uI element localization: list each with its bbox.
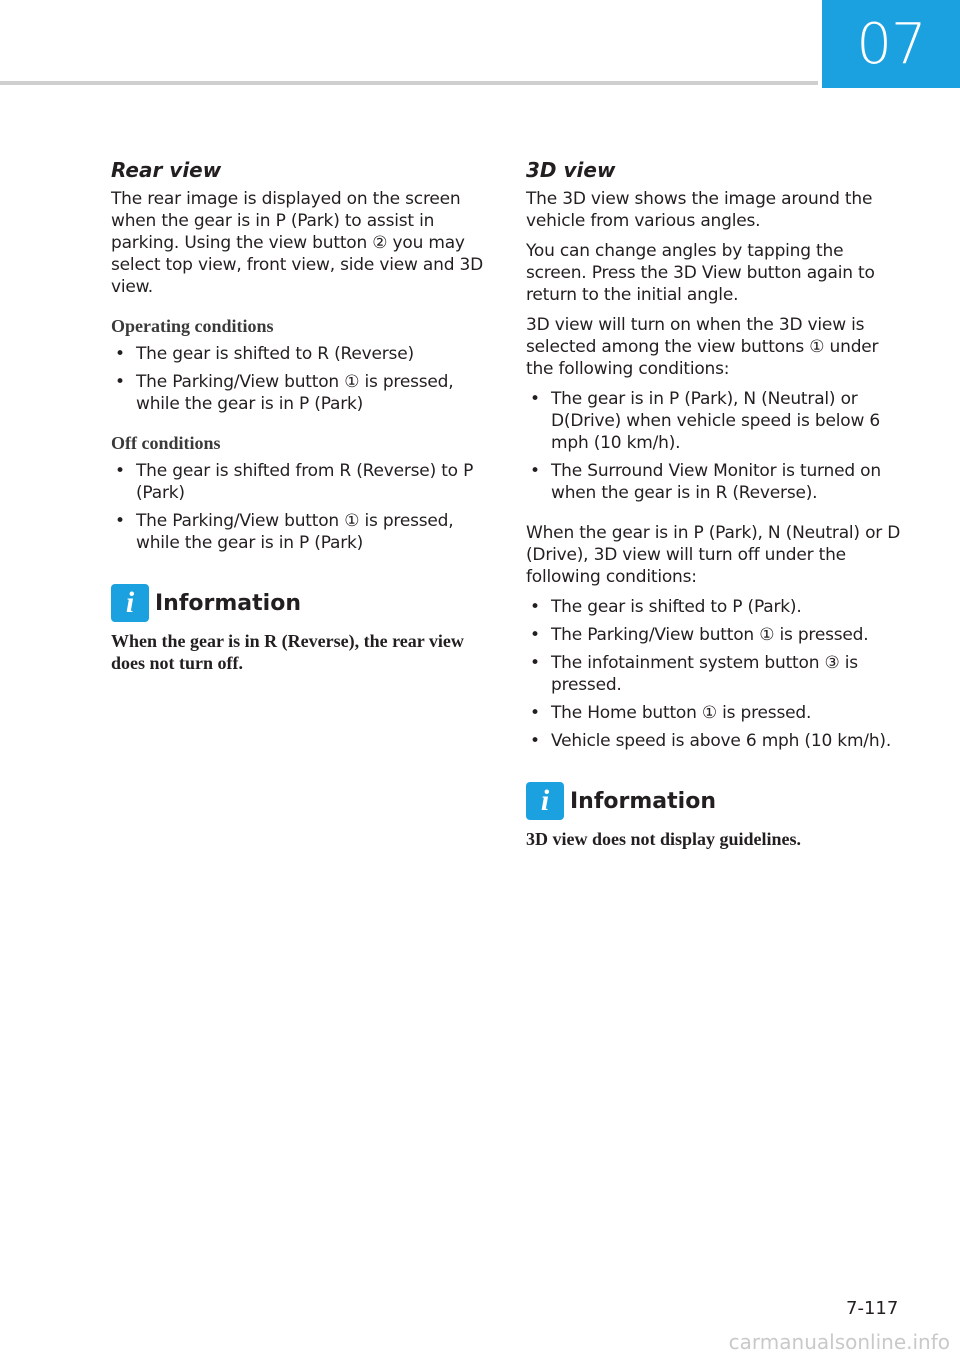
left-column: [111, 158, 491, 674]
page-number: 7-117: [846, 1298, 899, 1319]
list-item: • The gear is in P (Park), N (Neutral) or D(Drive) when vehicle speed is below 6 mph (10 km/h).: [530, 389, 880, 453]
chapter-number: 07: [856, 11, 926, 77]
bullet-icon: •: [530, 461, 540, 481]
section-title-3d-view: 3D view: [526, 158, 616, 182]
off-conditions-list: [111, 460, 491, 554]
list-item: • The Parking/View button ① is pressed, while the gear is in P (Park): [115, 511, 454, 553]
list-item: • The gear is shifted from R (Reverse) to P (Park): [115, 461, 474, 503]
list-item: • The infotainment system button ③ is pressed.: [530, 653, 858, 695]
list-item: • The Parking/View button ① is pressed.: [530, 625, 869, 645]
3d-view-p1: The 3D view shows the image around the vehicle from various angles.: [526, 189, 873, 231]
bullet-icon: •: [530, 703, 540, 723]
section-title-rear-view: Rear view: [111, 158, 222, 182]
3d-off-conditions-list: [526, 596, 906, 752]
operating-conditions-heading: Operating conditions: [111, 316, 274, 336]
bullet-icon: •: [530, 653, 540, 673]
list-item: • The Parking/View button ① is pressed, while the gear is in P (Park): [115, 372, 454, 414]
bullet-icon: •: [115, 344, 125, 364]
list-item: • The Surround View Monitor is turned on when the gear is in R (Reverse).: [530, 461, 881, 503]
header-rule: [0, 81, 818, 85]
bullet-icon: •: [115, 461, 125, 481]
bullet-icon: •: [530, 389, 540, 409]
info-text-left: When the gear is in R (Reverse), the rear view does not turn off.: [111, 631, 464, 673]
bullet-icon: •: [115, 511, 125, 531]
3d-view-p2: You can change angles by tapping the screen. Press the 3D View button again to return to the initial angle.: [526, 241, 875, 305]
info-text-right: 3D view does not display guidelines.: [526, 829, 802, 849]
bullet-icon: •: [115, 372, 125, 392]
right-column: [526, 158, 906, 850]
operating-conditions-list: [111, 343, 491, 415]
info-header-left: [111, 584, 491, 622]
list-item: • Vehicle speed is above 6 mph (10 km/h).: [530, 731, 892, 751]
3d-view-p3: 3D view will turn on when the 3D view is selected among the view buttons ① under the following conditions:: [526, 315, 879, 379]
watermark: carmanualsonline.info: [728, 1330, 950, 1354]
info-title: Information: [570, 788, 716, 814]
bullet-icon: •: [530, 625, 540, 645]
3d-view-p4: When the gear is in P (Park), N (Neutral) or D (Drive), 3D view will turn off under the following conditions:: [526, 523, 901, 587]
bullet-icon: •: [530, 731, 540, 751]
info-icon: i: [111, 584, 149, 622]
rear-view-intro: The rear image is displayed on the screen when the gear is in P (Park) to assist in parking. Using the view button ② you may select top view, front view, side view and 3D view.: [111, 189, 484, 297]
off-conditions-heading: Off conditions: [111, 433, 221, 453]
list-item: • The gear is shifted to R (Reverse): [115, 344, 414, 364]
bullet-icon: •: [530, 597, 540, 617]
3d-on-conditions-list: [526, 388, 906, 504]
info-title: Information: [155, 590, 301, 616]
list-item: • The gear is shifted to P (Park).: [530, 597, 802, 617]
list-item: • The Home button ① is pressed.: [530, 703, 812, 723]
info-icon: i: [526, 782, 564, 820]
info-header-right: [526, 782, 906, 820]
chapter-tab: [822, 0, 960, 88]
